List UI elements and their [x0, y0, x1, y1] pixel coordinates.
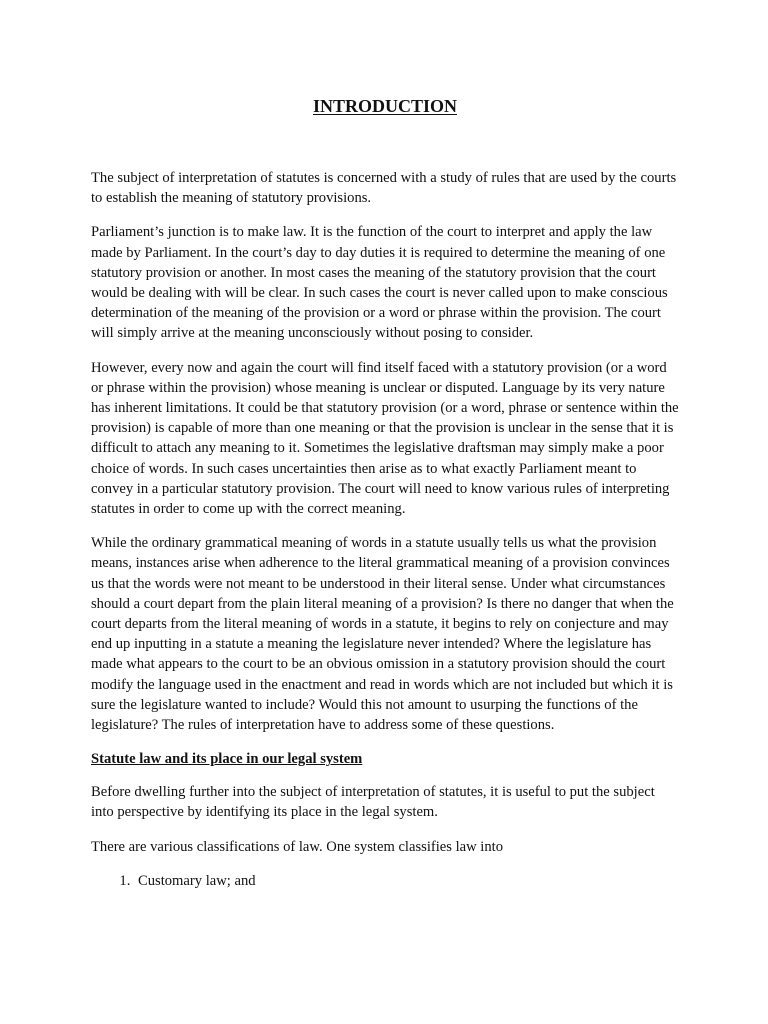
law-classification-list	[91, 871, 679, 891]
document-title: INTRODUCTION	[312, 96, 458, 116]
intro-paragraph-3: However, every now and again the court will find itself faced with a statutory provision (or a word or phrase within the provision) whose meaning is unclear or disputed. Language by its very nature has inherent limitations. It could be that statutory provision (or a word, phrase or sentence within the provision) is capable of more than one meaning or that the provision is unclear in the sense that it is difficult to attach any meaning to it. Sometimes the legislative draftsman may simply make a poor choice of words. In such cases uncertainties then arise as to what exactly Parliament meant to convey in a particular statutory provision. The court will need to know various rules of interpreting statutes in order to come up with the correct meaning.	[91, 359, 679, 518]
section-paragraph-1: Before dwelling further into the subject of interpretation of statutes, it is useful to put the subject into perspective by identifying its place in the legal system.	[91, 784, 655, 821]
intro-paragraph-1: The subject of interpretation of statutes is concerned with a study of rules that are used by the courts to establish the meaning of statutory provisions.	[91, 170, 677, 207]
section-heading: Statute law and its place in our legal system	[91, 751, 363, 768]
section-paragraph-2: There are various classifications of law. One system classifies law into	[91, 838, 504, 855]
document-page	[91, 94, 679, 891]
intro-paragraph-2: Parliament’s junction is to make law. It is the function of the court to interpret and apply the law made by Parliament. In the court’s day to day duties it is required to determine the meaning of one statutory provision or another. In most cases the meaning of the statutory provision that the court would be dealing with will be clear. In such cases the court is never called upon to make conscious determination of the meaning of the provision or a word or phrase within the provision. The court will simply arrive at the meaning unconsciously without posing to consider.	[91, 224, 668, 342]
list-item: 1. Customary law; and	[134, 871, 679, 891]
intro-paragraph-4: While the ordinary grammatical meaning of words in a statute usually tells us what the provision means, instances arise when adherence to the literal grammatical meaning of a provision convinces us that the words were not meant to be understood in their literal sense. Under what circumstances should a court depart from the plain literal meaning of a provision? Is there no danger that when the court departs from the literal meaning of words in a statute, it begins to rely on conjecture and may end up inputting in a statute a meaning the legislature never intended? Where the legislature has made what appears to the court to be an obvious omission in a statutory provision should the court modify the language used in the enactment and read in words which are not included but which it is sure the legislature wanted to include? Would this not amount to usurping the functions of the legislature? The rules of interpretation have to address some of these questions.	[91, 535, 674, 734]
